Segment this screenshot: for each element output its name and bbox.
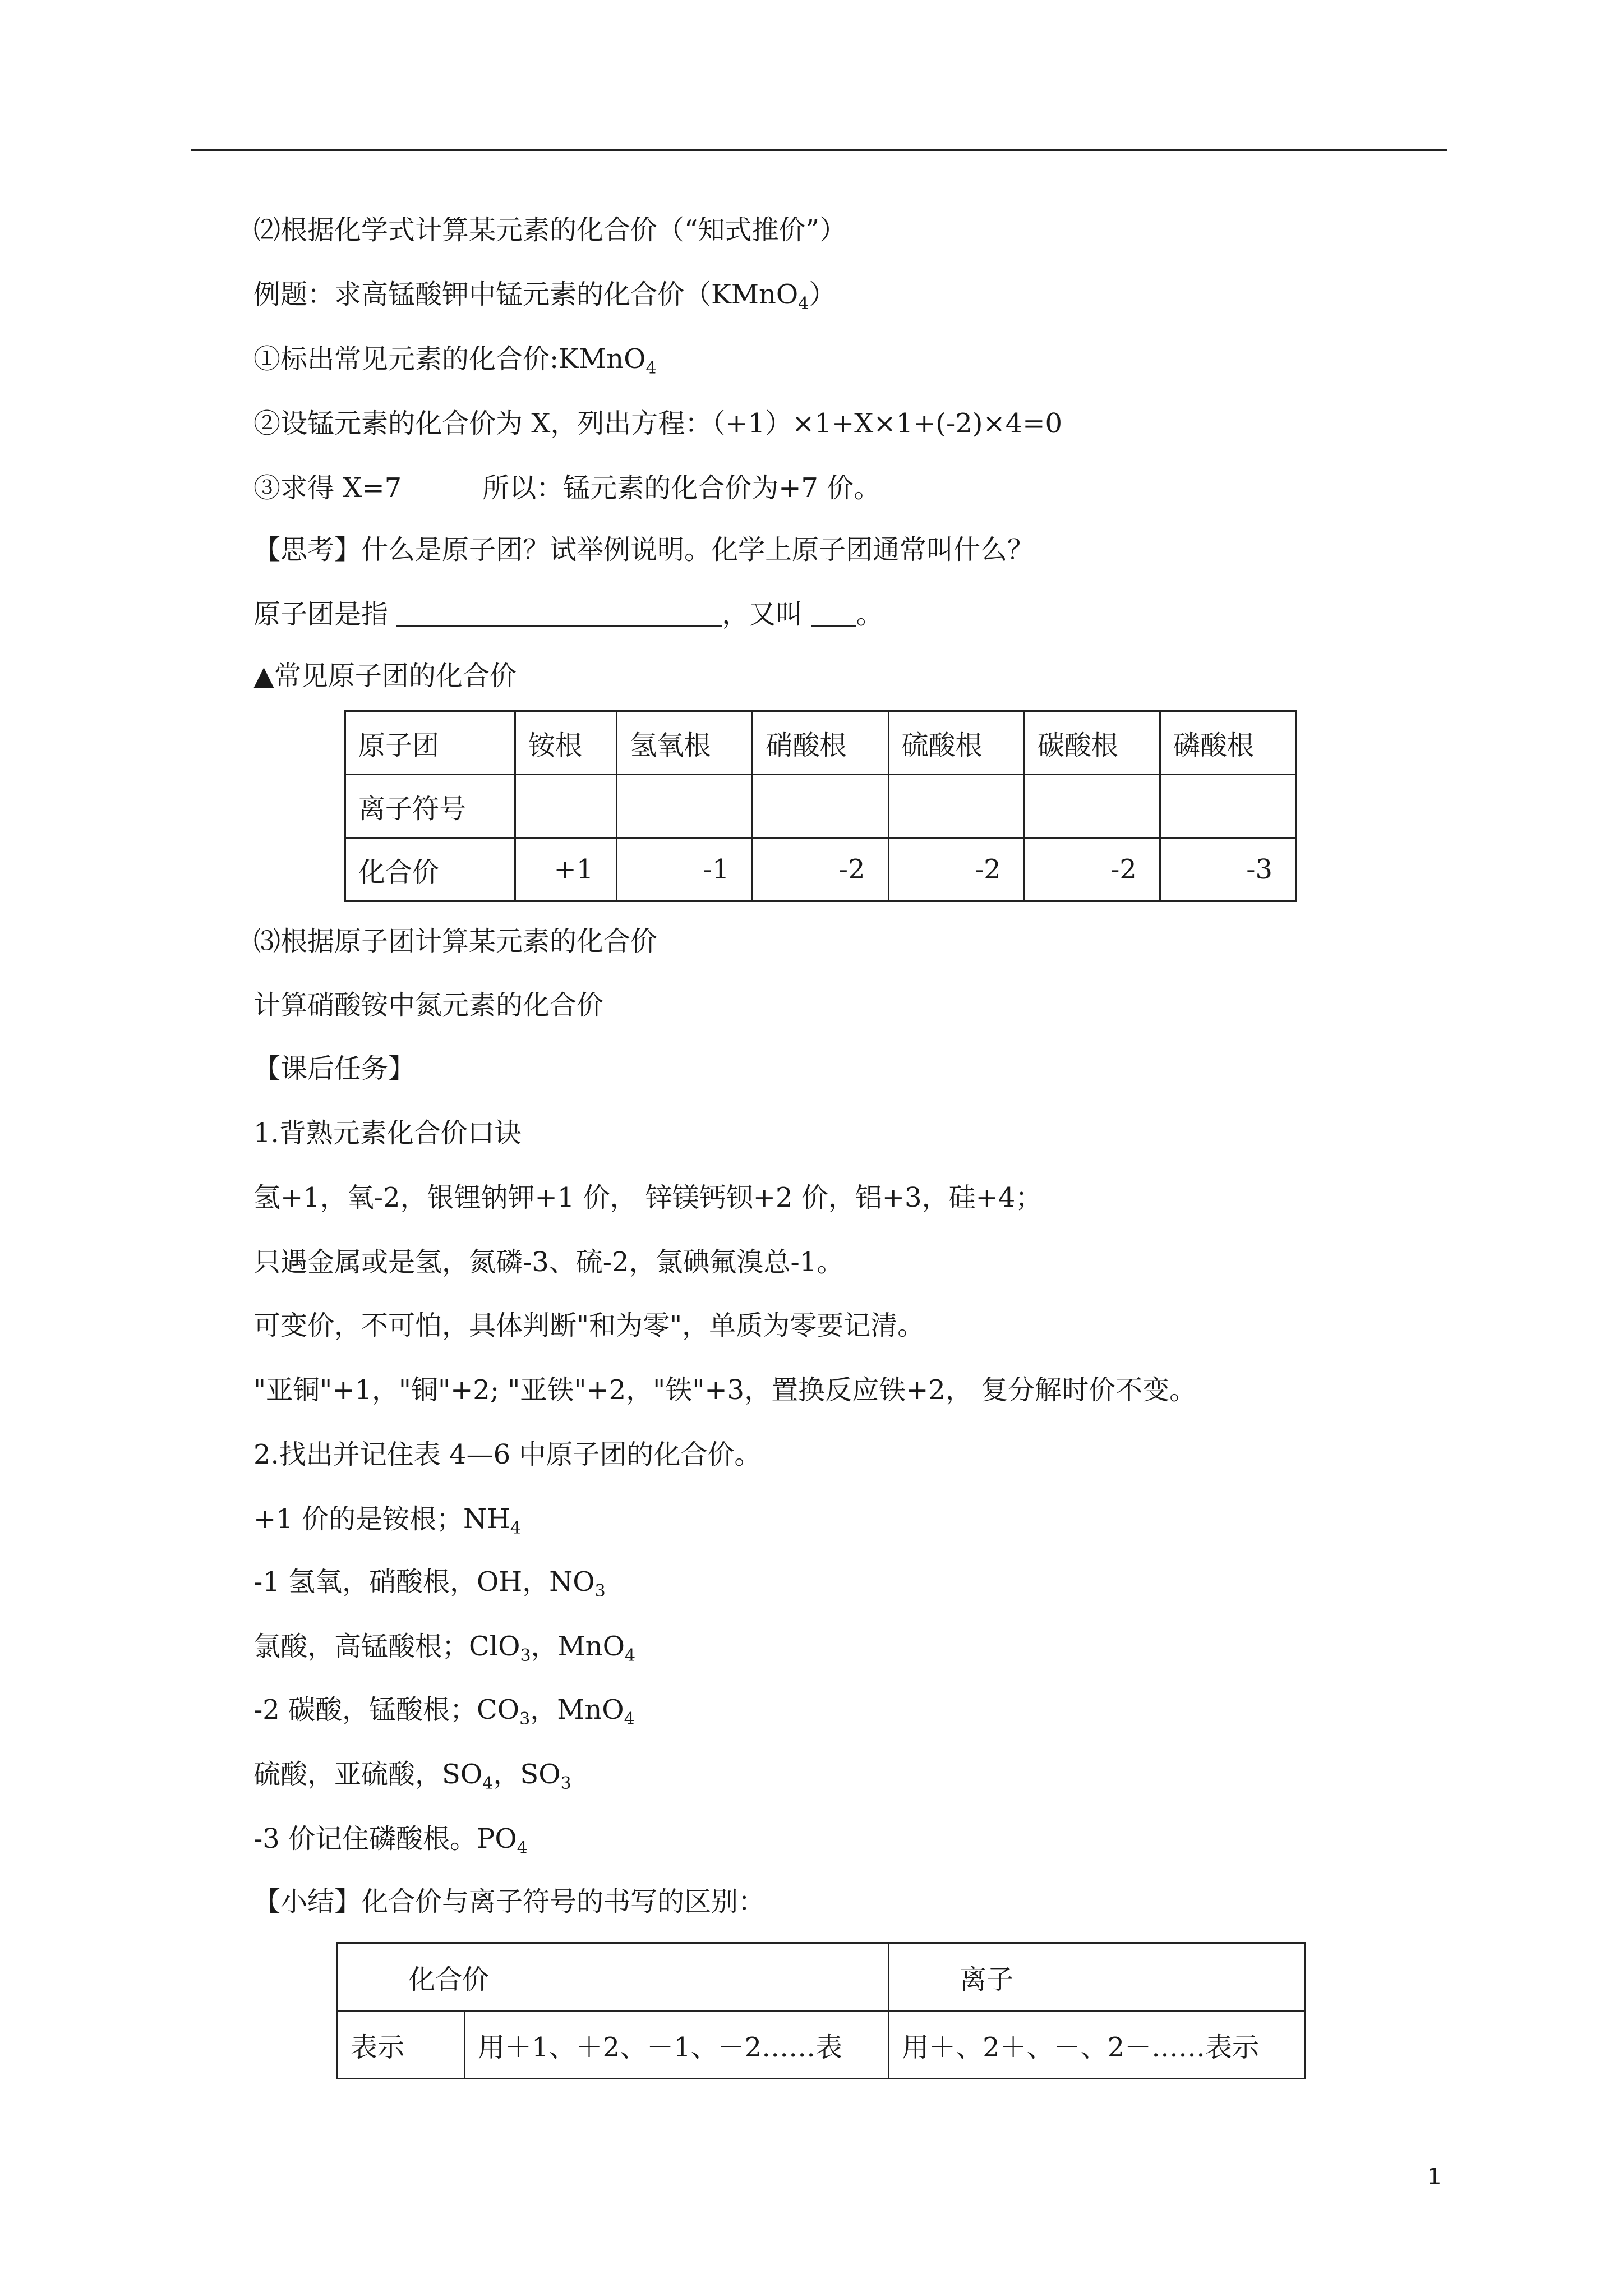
table-cell: -3 <box>1160 838 1295 901</box>
radical-minus3: -3 价记住磷酸根。$PO_4$ <box>253 1823 528 1858</box>
rhyme-line-3: 可变价，不可怕，具体判断"和为零"，单质为零要记清。 <box>253 1310 925 1341</box>
table-cell-empty[interactable] <box>1024 775 1160 838</box>
table-caption: ▲常见原子团的化合价 <box>253 660 517 692</box>
page-number: 1 <box>1427 2164 1442 2190</box>
radical-plus1: +1 价的是铵根；$NH_4$ <box>253 1503 521 1538</box>
table-cell-empty[interactable] <box>617 775 753 838</box>
table-cell: -1 <box>617 838 753 901</box>
step-3: ③求得 X=7 所以：锰元素的化合价为+7 价。 <box>253 472 881 504</box>
table-cell: +1 <box>515 838 616 901</box>
table-cell: 氢氧根 <box>617 711 753 775</box>
table-cell: 磷酸根 <box>1160 711 1295 775</box>
table-row <box>345 838 1296 901</box>
think-question: 【思考】什么是原子团？试举例说明。化学上原子团通常叫什么？ <box>253 534 1035 565</box>
radical-minus1-a: -1 氢氧，硝酸根，OH，$NO_3$ <box>253 1566 606 1601</box>
table-cell-empty[interactable] <box>888 775 1024 838</box>
table-row <box>338 1943 1305 2011</box>
table-cell-empty[interactable] <box>753 775 888 838</box>
table-cell: 用＋、2＋、－、2－……表示 <box>889 2011 1305 2079</box>
fill-in-line: 原子团是指 ，又叫 。 <box>253 597 883 631</box>
summary-heading: 【小结】化合价与离子符号的书写的区别： <box>253 1886 766 1917</box>
rhyme-line-2: 只遇金属或是氢，氮磷-3、硫-2，氯碘氟溴总-1。 <box>253 1246 844 1278</box>
valence-vs-ion-table <box>336 1942 1306 2079</box>
table-cell: 化合价 <box>338 1943 889 2011</box>
rhyme-line-4: "亚铜"+1，"铜"+2; "亚铁"+2，"铁"+3，置换反应铁+2， 复分解时价不变。 <box>253 1374 1197 1406</box>
table-row <box>338 2011 1305 2079</box>
table-cell: 离子 <box>889 1943 1305 2011</box>
table-cell-empty[interactable] <box>1160 775 1295 838</box>
answer-blank-definition[interactable] <box>396 597 722 627</box>
task-2: 2.找出并记住表 4—6 中原子团的化合价。 <box>253 1439 762 1470</box>
radical-valence-table <box>344 710 1297 902</box>
table-cell-empty[interactable] <box>515 775 616 838</box>
table-cell: 表示 <box>338 2011 465 2079</box>
table-cell: 用＋1、＋2、－1、－2……表 <box>465 2011 889 2079</box>
table-cell: 离子符号 <box>345 775 515 838</box>
table-cell: 铵根 <box>515 711 616 775</box>
example-question: 例题：求高锰酸钾中锰元素的化合价（KMnO$_4$） <box>253 279 836 314</box>
exercise-line: 计算硝酸铵中氮元素的化合价 <box>253 990 604 1021</box>
table-cell: 原子团 <box>345 711 515 775</box>
table-cell: 化合价 <box>345 838 515 901</box>
radical-minus2-b: 硫酸，亚硫酸，$SO_4$，$SO_3$ <box>253 1759 571 1793</box>
section-heading-radical: ⑶根据原子团计算某元素的化合价 <box>253 926 658 957</box>
table-row <box>345 711 1296 775</box>
step-2: ②设锰元素的化合价为 X，列出方程：（+1）×1+X×1+(-2)×4=0 <box>253 408 1063 439</box>
step-1: ①标出常见元素的化合价:KMnO$_4$ <box>253 343 657 378</box>
radical-minus2-a: -2 碳酸，锰酸根；$CO_3$，MnO$_4$ <box>253 1694 635 1729</box>
answer-blank-name[interactable] <box>811 597 856 627</box>
table-cell: -2 <box>1024 838 1160 901</box>
header-rule <box>191 149 1447 151</box>
homework-heading: 【课后任务】 <box>253 1053 416 1084</box>
table-cell: 硫酸根 <box>888 711 1024 775</box>
task-1: 1.背熟元素化合价口诀 <box>253 1117 522 1149</box>
table-row <box>345 775 1296 838</box>
table-cell: -2 <box>753 838 888 901</box>
table-cell: -2 <box>888 838 1024 901</box>
table-cell: 硝酸根 <box>753 711 888 775</box>
section-heading-formula: ⑵根据化学式计算某元素的化合价（“知式推价”） <box>253 214 847 246</box>
table-cell: 碳酸根 <box>1024 711 1160 775</box>
radical-minus1-b: 氯酸，高锰酸根；ClO$_3$，MnO$_4$ <box>253 1631 636 1665</box>
rhyme-line-1: 氢+1，氧-2，银锂钠钾+1 价， 锌镁钙钡+2 价，铝+3，硅+4； <box>253 1182 1043 1213</box>
